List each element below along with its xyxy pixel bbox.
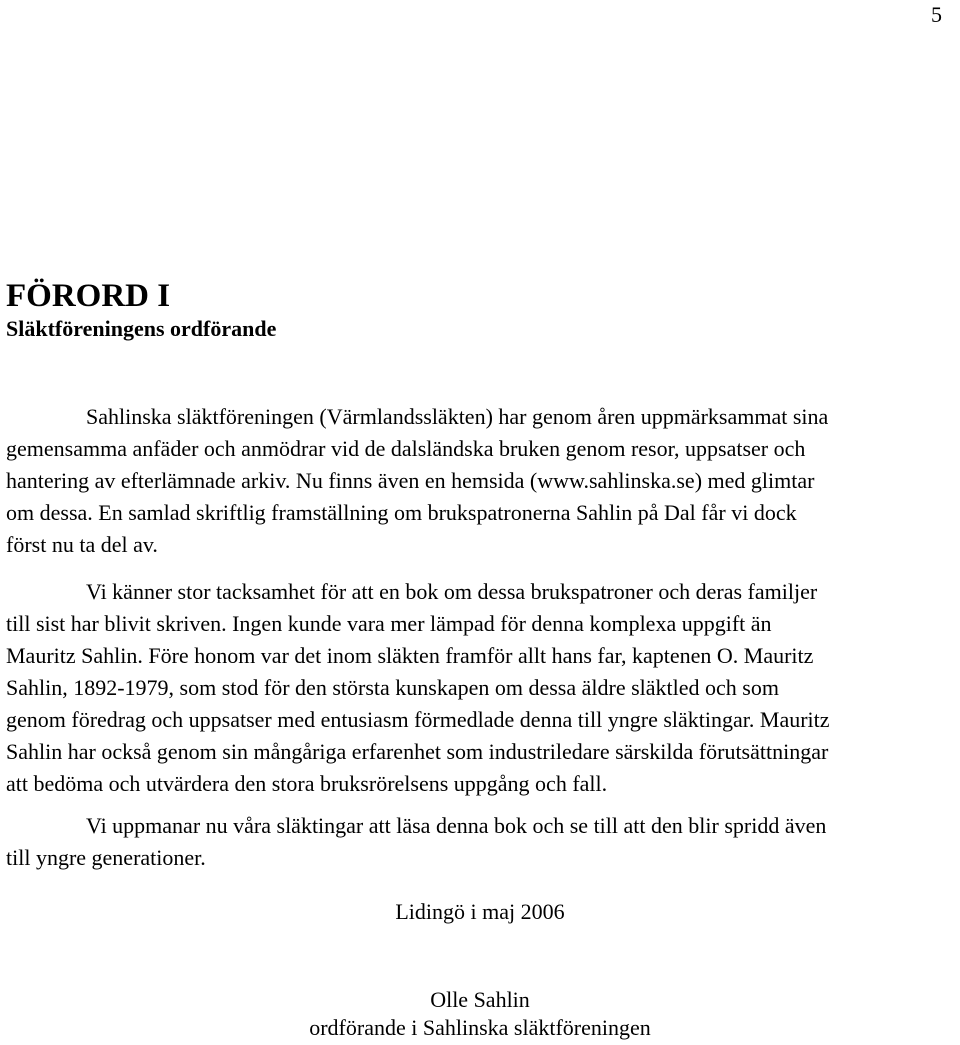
paragraph-appeal [6,810,942,874]
place-date: Lidingö i maj 2006 [395,899,565,924]
paragraph-line: Sahlin har också genom sin mångåriga erfarenhet som industriledare särskilda förutsättningar [6,739,829,764]
paragraph-line: Sahlinska släktföreningen (Värmlandssläkten) har genom åren uppmärksammat sina [86,404,829,429]
paragraph-gratitude [6,576,942,800]
paragraph-line: om dessa. En samlad skriftlig framställning om brukspatronerna Sahlin på Dal får vi dock [6,500,797,525]
paragraph-line: till sist har blivit skriven. Ingen kunde vara mer lämpad för denna komplexa uppgift än [6,611,772,636]
paragraph-line: Vi uppmanar nu våra släktingar att läsa denna bok och se till att den blir spridd även [86,813,827,838]
paragraph-line: hantering av efterlämnade arkiv. Nu finns även en hemsida (www.sahlinska.se) med glimtar [6,468,815,493]
paragraph-line: till yngre generationer. [6,845,206,870]
page-number: 5 [931,2,942,27]
page-title: FÖRORD I [6,278,171,314]
page-subtitle: Släktföreningens ordförande [6,316,277,341]
paragraph-line: först nu ta del av. [6,532,158,557]
paragraph-intro [6,401,942,561]
paragraph-line: att bedöma och utvärdera den stora bruksrörelsens uppgång och fall. [6,771,608,796]
paragraph-line: Mauritz Sahlin. Före honom var det inom släkten framför allt hans far, kaptenen O. Mauritz [6,643,814,668]
signature-role: ordförande i Sahlinska släktföreningen [309,1015,651,1040]
paragraph-line: Vi känner stor tacksamhet för att en bok om dessa brukspatroner och deras familjer [86,579,818,604]
paragraph-line: Sahlin, 1892-1979, som stod för den största kunskapen om dessa äldre släktled och som [6,675,779,700]
paragraph-line: genom föredrag och uppsatser med entusiasm förmedlade denna till yngre släktingar. Mauritz [6,707,830,732]
signature-name: Olle Sahlin [430,987,530,1012]
paragraph-line: gemensamma anfäder och anmödrar vid de dalsländska bruken genom resor, uppsatser och [6,436,806,461]
